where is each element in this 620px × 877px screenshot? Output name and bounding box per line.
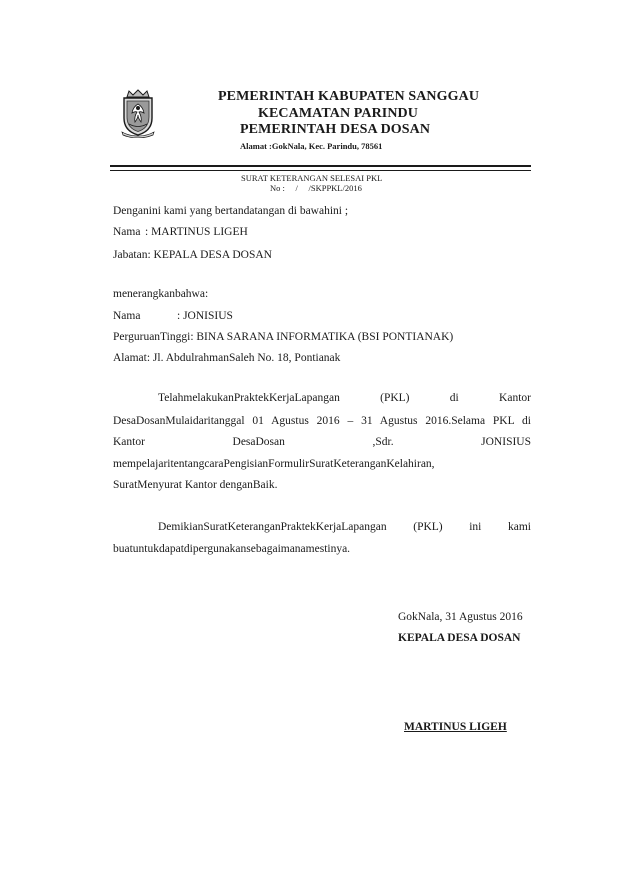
student-college: PerguruanTinggi: BINA SARANA INFORMATIKA (BSI PONTIANAK): [113, 331, 454, 343]
paragraph1-line: mempelajaritentangcaraPengisianFormulirSuratKeteranganKelahiran,: [113, 458, 435, 470]
header-divider-thick: [110, 165, 531, 167]
header-village: PEMERINTAH DESA DOSAN: [240, 122, 431, 137]
coat-of-arms-icon: [120, 88, 156, 138]
intro-text: Denganini kami yang bertandatangan di bawahini ;: [113, 205, 349, 217]
header-regency: PEMERINTAH KABUPATEN SANGGAU: [218, 89, 480, 104]
letterhead: [0, 0, 620, 175]
signer-name-row: [113, 225, 248, 239]
header-address: Alamat :GokNala, Kec. Parindu, 78561: [240, 141, 383, 151]
paragraph1-line: SuratMenyurat Kantor denganBaik.: [113, 479, 278, 491]
signature-place-date: GokNala, 31 Agustus 2016: [398, 611, 523, 623]
signature-name: MARTINUS LIGEH: [404, 721, 507, 733]
paragraph2-line: DemikianSuratKeteranganPraktekKerjaLapangan (PKL) ini kami: [158, 521, 531, 533]
paragraph1-line: DesaDosanMulaidaritanggal 01 Agustus 2016 – 31 Agustus 2016.Selama PKL di: [113, 415, 531, 427]
paragraph1-line: Kantor DesaDosan ,Sdr. JONISIUS: [113, 436, 531, 448]
header-divider-thin: [110, 170, 531, 171]
signer-name-value: : MARTINUS LIGEH: [145, 226, 248, 238]
paragraph1-line: TelahmelakukanPraktekKerjaLapangan (PKL) di Kantor: [158, 392, 531, 404]
student-name-row: [113, 309, 233, 323]
student-name-value: : JONISIUS: [177, 310, 233, 322]
student-address: Alamat: Jl. AbdulrahmanSaleh No. 18, Pontianak: [113, 352, 341, 364]
letter-title: SURAT KETERANGAN SELESAI PKL: [241, 173, 383, 183]
header-district: KECAMATAN PARINDU: [258, 106, 418, 121]
signer-name-label: Nama: [113, 226, 141, 238]
letter-number: No : / /SKPPKL/2016: [270, 183, 362, 193]
signature-title: KEPALA DESA DOSAN: [398, 632, 521, 644]
paragraph2-line: buatuntukdapatdipergunakansebagaimanamestinya.: [113, 543, 351, 555]
declares-text: menerangkanbahwa:: [113, 288, 209, 300]
student-name-label: Nama: [113, 310, 141, 322]
signer-position: Jabatan: KEPALA DESA DOSAN: [113, 249, 272, 261]
